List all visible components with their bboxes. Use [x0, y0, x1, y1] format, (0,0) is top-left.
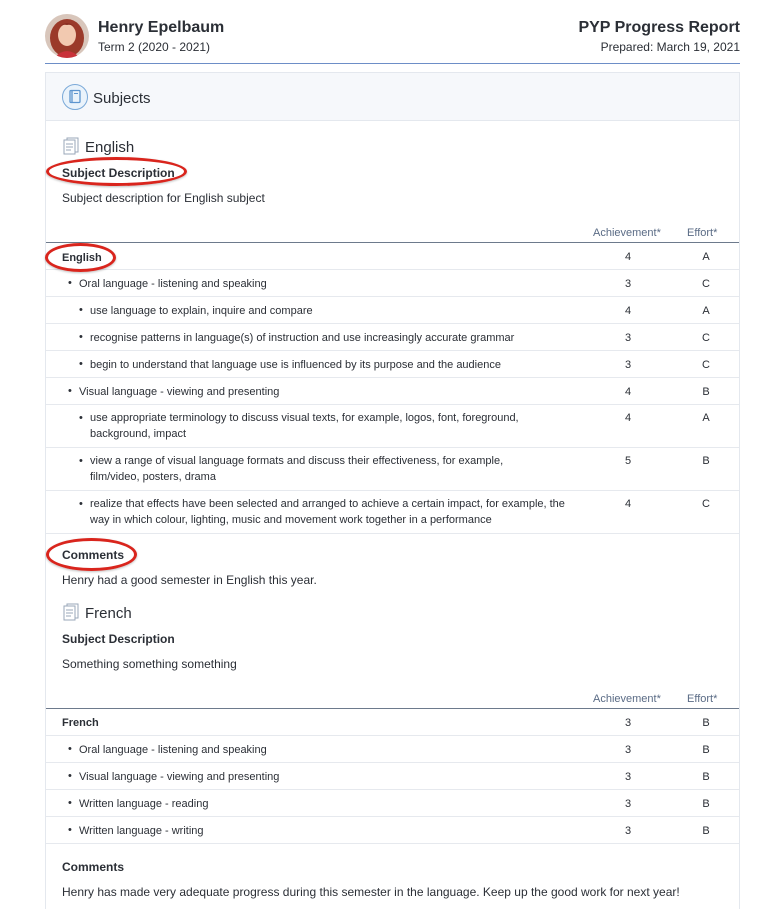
subject-description: Subject description for English subject [62, 191, 265, 205]
achievement-value: 5 [624, 455, 632, 467]
effort-value: C [702, 498, 710, 510]
effort-value: B [702, 771, 710, 783]
achievement-value: 3 [624, 332, 632, 344]
row-label: Visual language - viewing and presenting [79, 386, 280, 398]
row-label: use appropriate terminology to discuss visual texts, for example, logos, font, foreground, background, impact [90, 412, 519, 440]
effort-value: C [702, 359, 710, 371]
row-label: view a range of visual language formats and discuss their effectiveness, for example, film/video, posters, drama [90, 455, 504, 483]
prepared-date: Prepared: March 19, 2021 [600, 40, 740, 54]
row-label: Oral language - listening and speaking [79, 744, 267, 756]
row-label: recognise patterns in language(s) of instruction and use increasingly accurate grammar [90, 332, 515, 344]
table-row: • recognise patterns in language(s) of instruction and use increasingly accurate grammar 3 C [46, 324, 739, 351]
avatar [45, 14, 89, 58]
achievement-value: 4 [624, 305, 632, 317]
table-row [46, 709, 739, 736]
comments-label: Comments [62, 860, 125, 874]
document-icon [63, 603, 80, 621]
row-label: French [62, 717, 99, 729]
subject-name-english: English [85, 139, 135, 156]
achievement-header: Achievement* [593, 693, 661, 705]
subjects-card [45, 72, 740, 909]
effort-value: B [702, 798, 710, 810]
achievement-header: Achievement* [593, 227, 661, 239]
row-label: realize that effects have been selected and arranged to achieve a certain impact, for example, the way in which colour, lighting, music and movement work together in a performance [90, 498, 565, 526]
table-row: • use appropriate terminology to discuss visual texts, for example, logos, font, foreground, background, impact 4 A [46, 405, 739, 448]
effort-value: B [702, 825, 710, 837]
comments-label: Comments [62, 548, 125, 562]
achievement-value: 3 [624, 798, 632, 810]
report-header [45, 14, 740, 64]
table-row: • Written language - writing 3 B [46, 817, 739, 844]
effort-value: A [702, 251, 710, 263]
comments-text: Henry has made very adequate progress during this semester in the language. Keep up the good work for next year! [62, 885, 680, 899]
row-label: begin to understand that language use is influenced by its purpose and the audience [90, 359, 501, 371]
effort-value: C [702, 332, 710, 344]
achievement-value: 3 [624, 717, 632, 729]
row-label: use language to explain, inquire and compare [90, 305, 313, 317]
document-icon [63, 137, 80, 155]
row-label: Written language - reading [79, 798, 209, 810]
subject-description-label: Subject Description [62, 166, 175, 180]
achievement-value: 4 [624, 498, 632, 510]
achievement-value: 3 [624, 825, 632, 837]
report-title: PYP Progress Report [578, 19, 740, 36]
row-label: Visual language - viewing and presenting [79, 771, 280, 783]
achievement-value: 3 [624, 278, 632, 290]
effort-value: A [702, 305, 710, 317]
subjects-header [46, 73, 739, 121]
table-row: • Oral language - listening and speaking 3 C [46, 270, 739, 297]
table-row: • Visual language - viewing and presenting 4 B [46, 378, 739, 405]
table-row: • Visual language - viewing and presenting 3 B [46, 763, 739, 790]
table-row: • begin to understand that language use is influenced by its purpose and the audience 3 C [46, 351, 739, 378]
effort-header: Effort* [687, 227, 718, 239]
section-title: Subjects [93, 90, 151, 107]
effort-value: B [702, 455, 710, 467]
table-row: • use language to explain, inquire and compare 4 A [46, 297, 739, 324]
student-name: Henry Epelbaum [98, 19, 225, 36]
table-row: • Oral language - listening and speaking 3 B [46, 736, 739, 763]
table-row [46, 243, 739, 270]
term-label: Term 2 (2020 - 2021) [98, 40, 211, 54]
achievement-value: 4 [624, 412, 632, 424]
subject-name-french: French [85, 605, 132, 622]
effort-value: C [702, 278, 710, 290]
effort-value: B [702, 386, 710, 398]
row-label: Written language - writing [79, 825, 204, 837]
book-icon [62, 84, 88, 110]
table-row: • Written language - reading 3 B [46, 790, 739, 817]
achievement-value: 3 [624, 771, 632, 783]
achievement-value: 4 [624, 386, 632, 398]
table-row: • view a range of visual language formats and discuss their effectiveness, for example, film/video, posters, drama 5 B [46, 448, 739, 491]
comments-text: Henry had a good semester in English this year. [62, 573, 317, 587]
effort-value: A [702, 412, 710, 424]
row-label: English [62, 252, 102, 264]
row-label: Oral language - listening and speaking [79, 278, 267, 290]
effort-value: B [702, 717, 710, 729]
subject-description: Something something something [62, 657, 237, 671]
table-row: • realize that effects have been selected and arranged to achieve a certain impact, for example, the way in which colour, lighting, music and movement work together in a performance 4 C [46, 491, 739, 534]
achievement-value: 4 [624, 251, 632, 263]
effort-value: B [702, 744, 710, 756]
effort-header: Effort* [687, 693, 718, 705]
achievement-value: 3 [624, 359, 632, 371]
subject-description-label: Subject Description [62, 632, 175, 646]
achievement-value: 3 [624, 744, 632, 756]
